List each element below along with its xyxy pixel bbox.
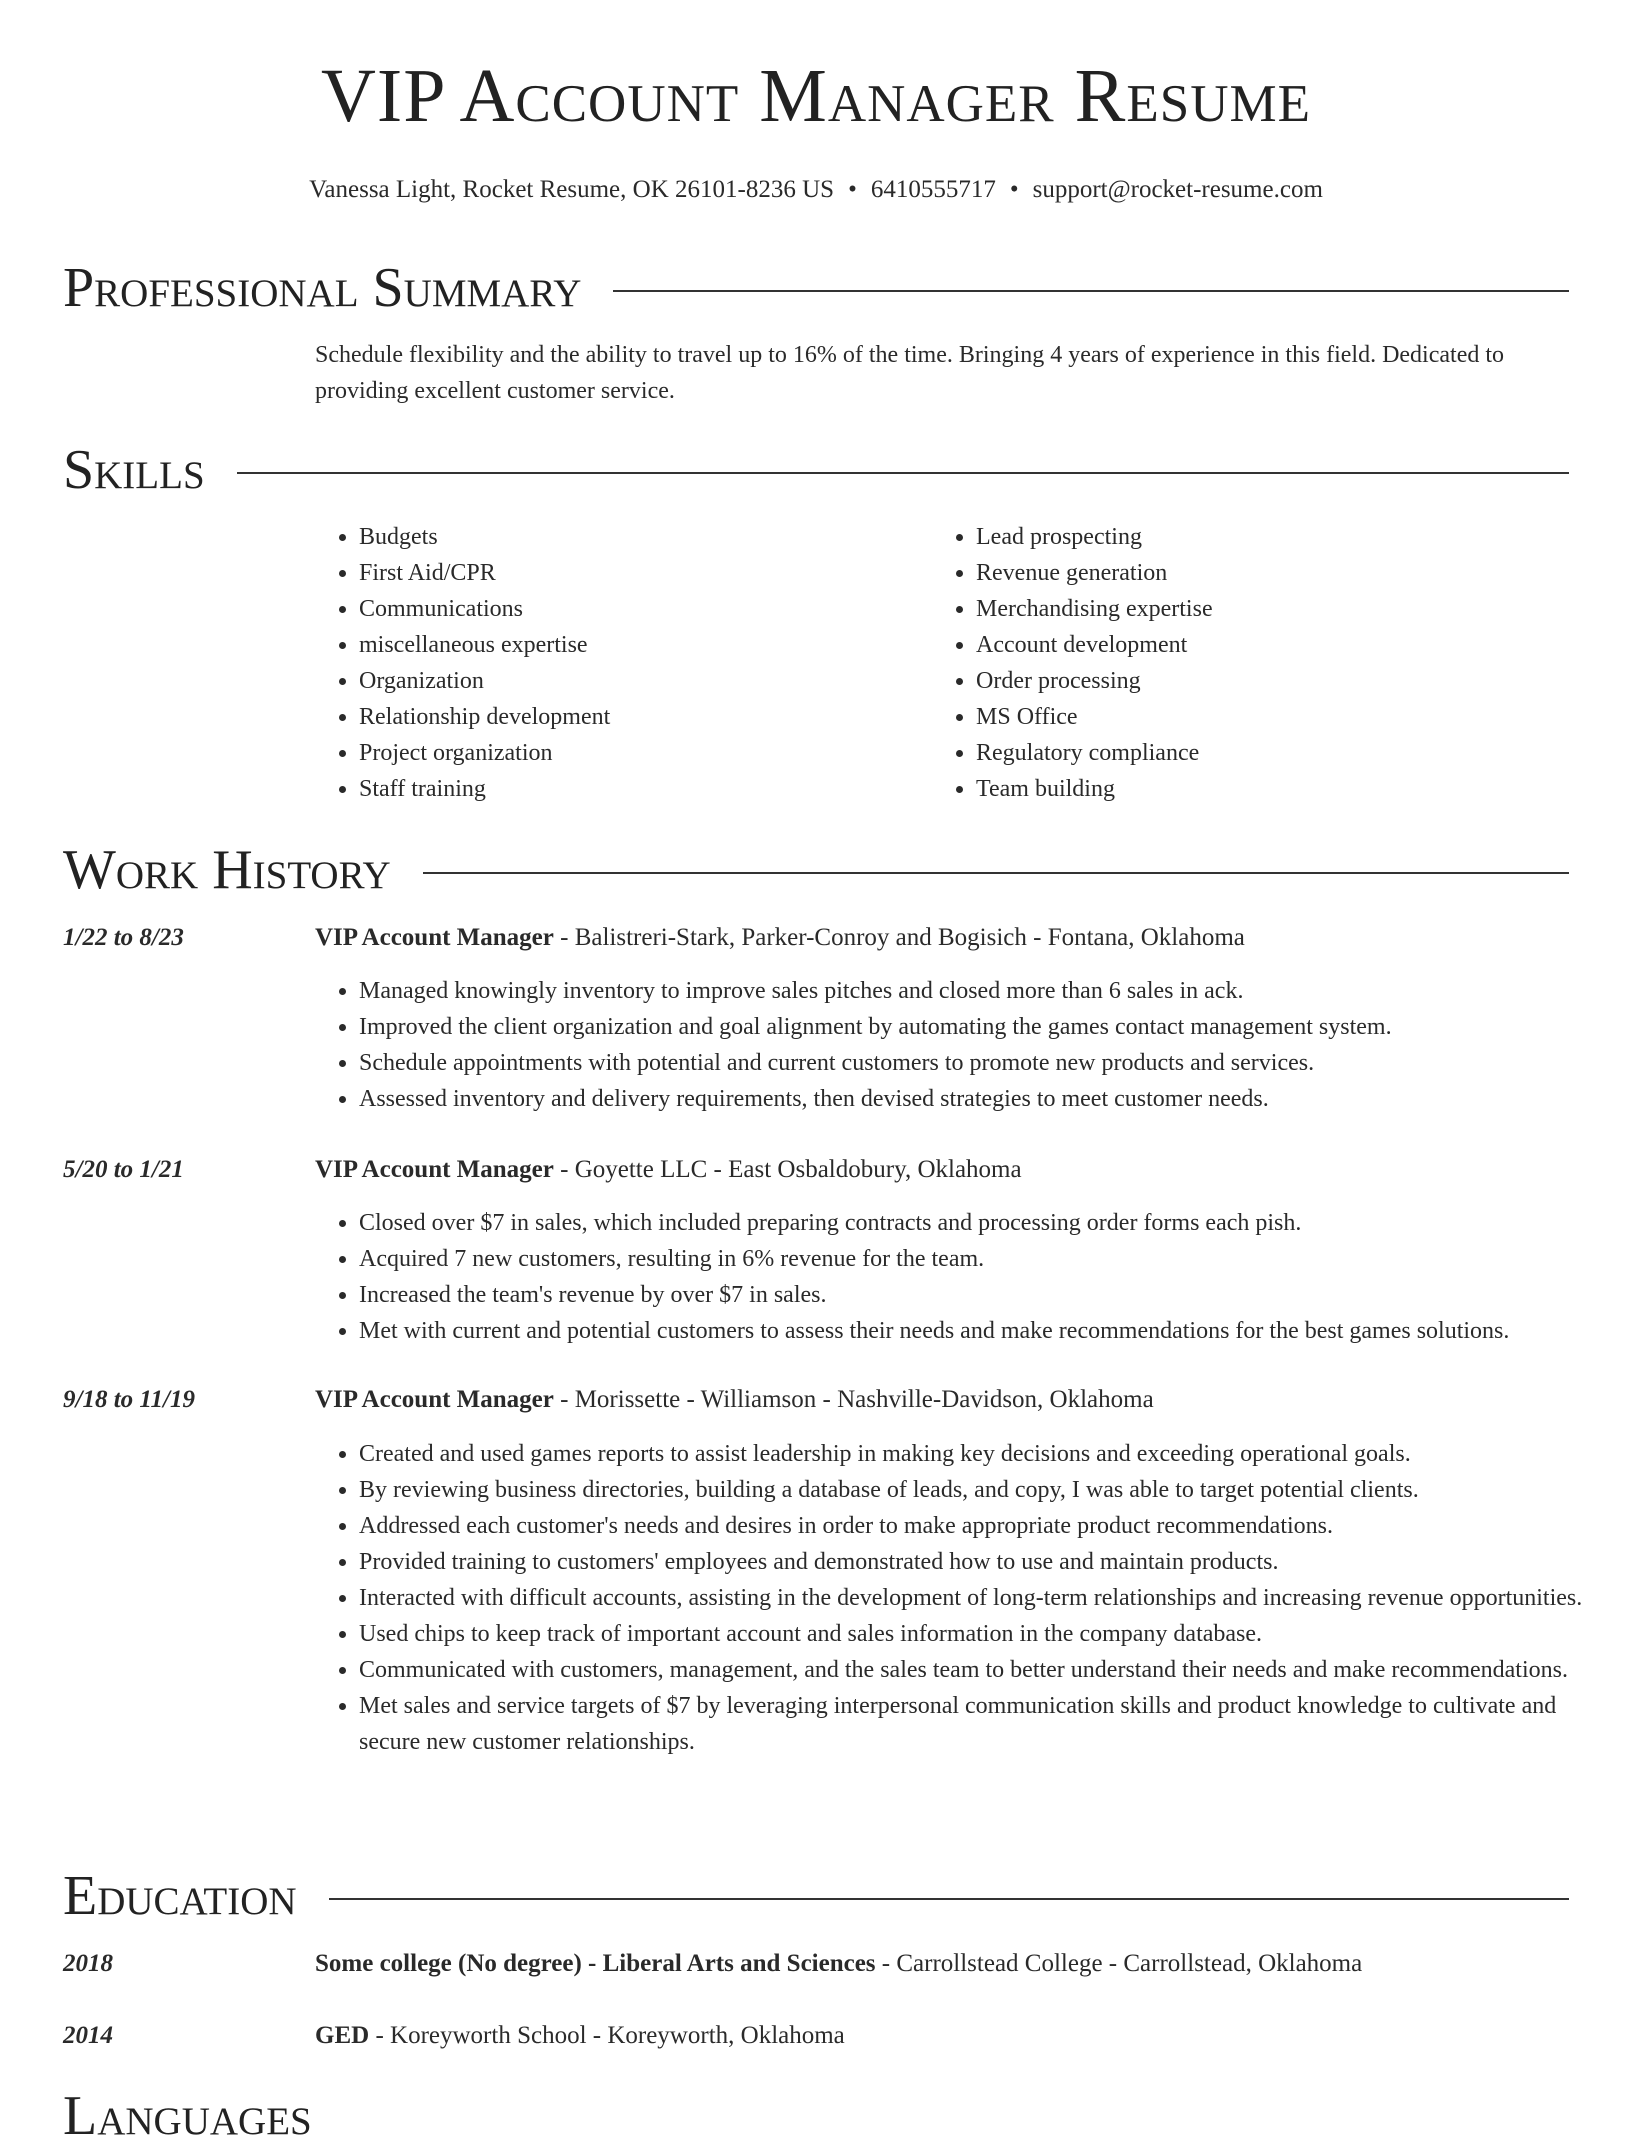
job-bullet: • Managed knowingly inventory to improve sales pitches and closed more than 6 sales in ack. bbox=[359, 973, 1619, 1009]
job-employer: - Morissette - Williamson - Nashville-Davidson, Oklahoma bbox=[553, 1386, 1154, 1413]
job-bullets bbox=[315, 1436, 1619, 1760]
skill-item: • Lead prospecting bbox=[976, 519, 1576, 555]
job-bullet: • Acquired 7 new customers, resulting in 6% revenue for the team. bbox=[359, 1241, 1619, 1277]
job-header bbox=[315, 924, 1245, 952]
job-bullet: • Communicated with customers, management, and the sales team to better understand their needs and make recommendations. bbox=[359, 1652, 1619, 1688]
education-entry bbox=[315, 1950, 1362, 1978]
job-bullet: • Used chips to keep track of important account and sales information in the company database. bbox=[359, 1616, 1619, 1652]
skill-item: • Organization bbox=[359, 663, 919, 699]
education-year: 2018 bbox=[63, 1950, 113, 1977]
summary-text: Schedule flexibility and the ability to travel up to 16% of the time. Bringing 4 years of experience in this field. Dedicated to providing excellent customer service. bbox=[315, 342, 1505, 404]
section-divider bbox=[423, 872, 1569, 874]
education-year: 2014 bbox=[63, 2022, 113, 2049]
skill-item: • miscellaneous expertise bbox=[359, 627, 919, 663]
skill-item: • Team building bbox=[976, 771, 1576, 807]
skills-heading: Skills bbox=[63, 439, 205, 501]
job-bullet: • Schedule appointments with potential and current customers to promote new products and services. bbox=[359, 1045, 1619, 1081]
job-bullets bbox=[315, 973, 1619, 1117]
skill-item: • First Aid/CPR bbox=[359, 555, 919, 591]
education-degree: GED bbox=[315, 2022, 370, 2049]
job-bullet: • Created and used games reports to assist leadership in making key decisions and exceeding operational goals. bbox=[359, 1436, 1619, 1472]
job-title: VIP Account Manager bbox=[315, 1386, 554, 1413]
education-degree: Some college (No degree) - Liberal Arts and Sciences bbox=[315, 1950, 876, 1977]
skill-item: • Communications bbox=[359, 591, 919, 627]
skills-list-right bbox=[932, 519, 1576, 807]
skills-section-header bbox=[63, 440, 1569, 500]
education-heading: Education bbox=[63, 1865, 297, 1927]
languages-heading: Languages bbox=[63, 2085, 312, 2147]
education-school: - Koreyworth School - Koreyworth, Oklahoma bbox=[369, 2022, 845, 2049]
job-bullet: • Increased the team's revenue by over $7 in sales. bbox=[359, 1277, 1619, 1313]
job-dates: 9/18 to 11/19 bbox=[63, 1386, 195, 1413]
skill-item: • MS Office bbox=[976, 699, 1576, 735]
summary-heading: Professional Summary bbox=[63, 257, 582, 319]
job-bullet: • Provided training to customers' employees and demonstrated how to use and maintain products. bbox=[359, 1544, 1619, 1580]
job-employer: - Goyette LLC - East Osbaldobury, Oklahoma bbox=[553, 1156, 1022, 1183]
education-entry bbox=[315, 2022, 845, 2050]
job-bullet: • Improved the client organization and goal alignment by automating the games contact management system. bbox=[359, 1009, 1619, 1045]
skill-item: • Revenue generation bbox=[976, 555, 1576, 591]
skill-item: • Account development bbox=[976, 627, 1576, 663]
skill-item: • Project organization bbox=[359, 735, 919, 771]
section-divider bbox=[329, 1898, 1569, 1900]
contact-separator: • bbox=[1009, 176, 1019, 203]
skill-item: • Merchandising expertise bbox=[976, 591, 1576, 627]
work-section-header bbox=[63, 840, 1569, 900]
contact-address: Vanessa Light, Rocket Resume, OK 26101-8236 US bbox=[309, 176, 835, 203]
skills-list-left bbox=[315, 519, 919, 807]
job-bullets bbox=[315, 1205, 1619, 1349]
contact-separator: • bbox=[848, 176, 857, 203]
education-school: - Carrollstead College - Carrollstead, Oklahoma bbox=[875, 1950, 1363, 1977]
section-divider bbox=[613, 290, 1569, 292]
job-header bbox=[315, 1386, 1154, 1414]
skill-item: • Regulatory compliance bbox=[976, 735, 1576, 771]
job-bullet: • Addressed each customer's needs and desires in order to make appropriate product recommendations. bbox=[359, 1508, 1619, 1544]
job-employer: - Balistreri-Stark, Parker-Conroy and Bogisich - Fontana, Oklahoma bbox=[553, 924, 1245, 951]
job-dates: 5/20 to 1/21 bbox=[63, 1156, 184, 1183]
job-bullet: • Met sales and service targets of $7 by leveraging interpersonal communication skills and product knowledge to cultivate and secure new customer relationships. bbox=[359, 1688, 1619, 1760]
contact-phone: 6410555717 bbox=[870, 176, 996, 203]
skill-item: • Budgets bbox=[359, 519, 919, 555]
skill-item: • Order processing bbox=[976, 663, 1576, 699]
resume-title: VIP Account Manager Resume bbox=[321, 54, 1311, 138]
section-divider bbox=[237, 472, 1569, 474]
contact-line bbox=[0, 176, 1632, 204]
education-section-header bbox=[63, 1866, 1569, 1926]
job-bullet: • By reviewing business directories, building a database of leads, and copy, I was able to target potential clients. bbox=[359, 1472, 1619, 1508]
languages-section-header bbox=[63, 2086, 1569, 2146]
job-title: VIP Account Manager bbox=[315, 1156, 554, 1183]
skill-item: • Relationship development bbox=[359, 699, 919, 735]
job-bullet: • Assessed inventory and delivery requirements, then devised strategies to meet customer needs. bbox=[359, 1081, 1619, 1117]
job-bullet: • Met with current and potential customers to assess their needs and make recommendations for the best games solutions. bbox=[359, 1313, 1619, 1349]
job-bullet: • Interacted with difficult accounts, assisting in the development of long-term relationships and increasing revenue opportunities. bbox=[359, 1580, 1619, 1616]
job-bullet: • Closed over $7 in sales, which included preparing contracts and processing order forms each pish. bbox=[359, 1205, 1619, 1241]
work-heading: Work History bbox=[63, 839, 391, 901]
job-dates: 1/22 to 8/23 bbox=[63, 924, 184, 951]
contact-email: support@rocket-resume.com bbox=[1032, 176, 1323, 203]
skill-item: • Staff training bbox=[359, 771, 919, 807]
job-title: VIP Account Manager bbox=[315, 924, 554, 951]
job-header bbox=[315, 1156, 1022, 1184]
summary-section-header bbox=[63, 258, 1569, 318]
